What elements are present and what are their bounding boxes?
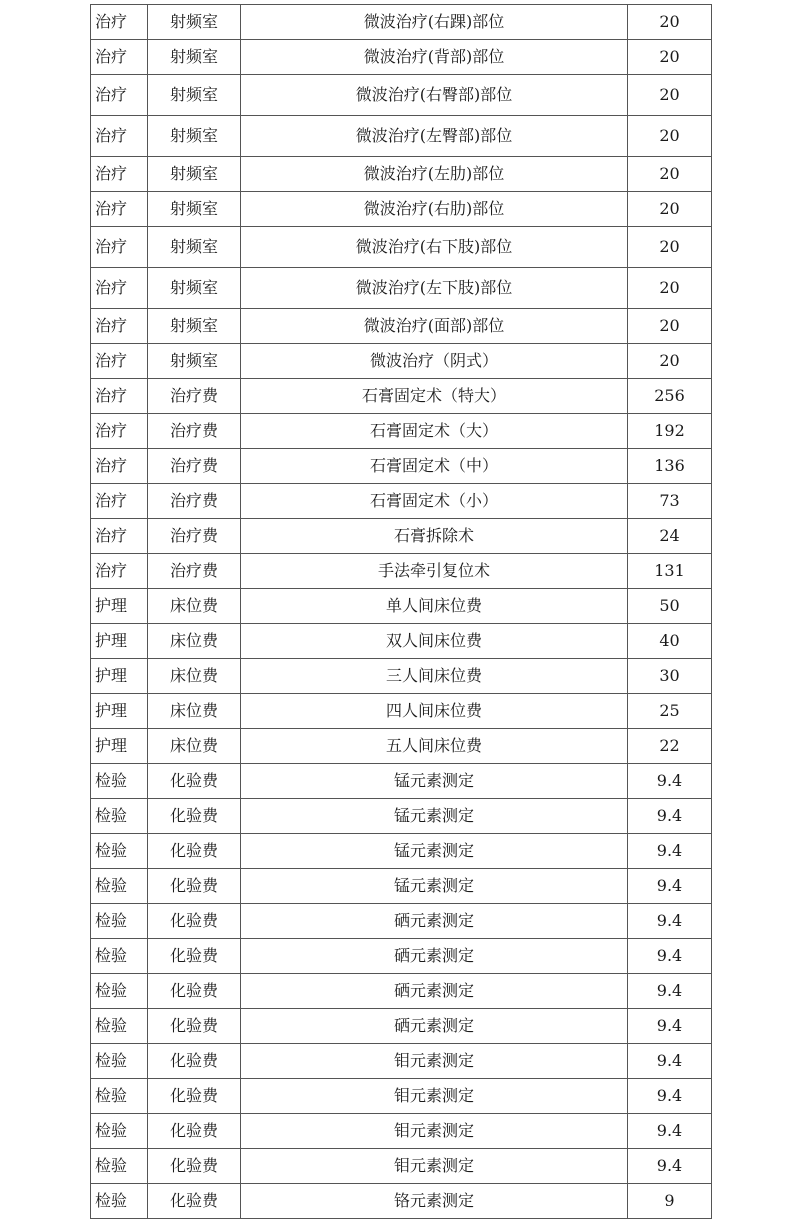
item-name-cell: 微波治疗(面部)部位 xyxy=(241,309,628,344)
item-name-cell: 四人间床位费 xyxy=(241,694,628,729)
price-cell: 9.4 xyxy=(628,1114,712,1149)
price-cell: 30 xyxy=(628,659,712,694)
category-cell: 治疗 xyxy=(91,75,148,116)
price-cell: 73 xyxy=(628,484,712,519)
price-cell: 9.4 xyxy=(628,764,712,799)
category-cell: 检验 xyxy=(91,974,148,1009)
category-cell: 治疗 xyxy=(91,414,148,449)
table-row xyxy=(91,764,712,799)
item-name-cell: 石膏拆除术 xyxy=(241,519,628,554)
category-cell: 检验 xyxy=(91,869,148,904)
item-name-cell: 微波治疗(右肋)部位 xyxy=(241,192,628,227)
item-name-cell: 石膏固定术（中） xyxy=(241,449,628,484)
item-name-cell: 微波治疗(左下肢)部位 xyxy=(241,268,628,309)
category-cell: 治疗 xyxy=(91,554,148,589)
price-cell: 256 xyxy=(628,379,712,414)
fee-table-body xyxy=(91,5,712,1219)
subcategory-cell: 射频室 xyxy=(148,157,241,192)
item-name-cell: 单人间床位费 xyxy=(241,589,628,624)
subcategory-cell: 床位费 xyxy=(148,729,241,764)
item-name-cell: 锰元素测定 xyxy=(241,764,628,799)
price-cell: 20 xyxy=(628,75,712,116)
price-cell: 40 xyxy=(628,624,712,659)
price-cell: 20 xyxy=(628,5,712,40)
price-cell: 20 xyxy=(628,157,712,192)
item-name-cell: 微波治疗（阴式） xyxy=(241,344,628,379)
category-cell: 检验 xyxy=(91,834,148,869)
subcategory-cell: 射频室 xyxy=(148,268,241,309)
price-cell: 192 xyxy=(628,414,712,449)
category-cell: 检验 xyxy=(91,1044,148,1079)
item-name-cell: 微波治疗(左肋)部位 xyxy=(241,157,628,192)
subcategory-cell: 治疗费 xyxy=(148,554,241,589)
table-row xyxy=(91,227,712,268)
item-name-cell: 微波治疗(左臀部)部位 xyxy=(241,116,628,157)
price-cell: 22 xyxy=(628,729,712,764)
price-cell: 20 xyxy=(628,40,712,75)
category-cell: 检验 xyxy=(91,799,148,834)
subcategory-cell: 射频室 xyxy=(148,344,241,379)
category-cell: 护理 xyxy=(91,694,148,729)
table-row xyxy=(91,834,712,869)
subcategory-cell: 化验费 xyxy=(148,799,241,834)
item-name-cell: 钼元素测定 xyxy=(241,1044,628,1079)
table-row xyxy=(91,974,712,1009)
price-cell: 9 xyxy=(628,1184,712,1219)
category-cell: 治疗 xyxy=(91,5,148,40)
category-cell: 检验 xyxy=(91,1184,148,1219)
subcategory-cell: 化验费 xyxy=(148,1114,241,1149)
price-cell: 24 xyxy=(628,519,712,554)
subcategory-cell: 治疗费 xyxy=(148,449,241,484)
table-row xyxy=(91,659,712,694)
price-cell: 9.4 xyxy=(628,869,712,904)
item-name-cell: 石膏固定术（大） xyxy=(241,414,628,449)
subcategory-cell: 化验费 xyxy=(148,904,241,939)
category-cell: 检验 xyxy=(91,904,148,939)
category-cell: 治疗 xyxy=(91,379,148,414)
subcategory-cell: 化验费 xyxy=(148,764,241,799)
table-row xyxy=(91,484,712,519)
table-row xyxy=(91,1184,712,1219)
category-cell: 护理 xyxy=(91,729,148,764)
price-cell: 25 xyxy=(628,694,712,729)
subcategory-cell: 射频室 xyxy=(148,75,241,116)
table-row xyxy=(91,157,712,192)
subcategory-cell: 床位费 xyxy=(148,694,241,729)
price-cell: 9.4 xyxy=(628,834,712,869)
table-row xyxy=(91,5,712,40)
table-row xyxy=(91,519,712,554)
subcategory-cell: 化验费 xyxy=(148,1009,241,1044)
subcategory-cell: 化验费 xyxy=(148,1079,241,1114)
price-cell: 9.4 xyxy=(628,1009,712,1044)
price-cell: 20 xyxy=(628,309,712,344)
price-cell: 9.4 xyxy=(628,1044,712,1079)
subcategory-cell: 化验费 xyxy=(148,939,241,974)
fee-table xyxy=(90,4,712,1219)
price-cell: 9.4 xyxy=(628,974,712,1009)
category-cell: 治疗 xyxy=(91,268,148,309)
item-name-cell: 钼元素测定 xyxy=(241,1079,628,1114)
item-name-cell: 手法牵引复位术 xyxy=(241,554,628,589)
item-name-cell: 钼元素测定 xyxy=(241,1149,628,1184)
table-row xyxy=(91,869,712,904)
price-cell: 131 xyxy=(628,554,712,589)
subcategory-cell: 治疗费 xyxy=(148,519,241,554)
item-name-cell: 锰元素测定 xyxy=(241,834,628,869)
category-cell: 治疗 xyxy=(91,40,148,75)
table-row xyxy=(91,268,712,309)
category-cell: 检验 xyxy=(91,764,148,799)
category-cell: 治疗 xyxy=(91,484,148,519)
subcategory-cell: 射频室 xyxy=(148,116,241,157)
table-row xyxy=(91,40,712,75)
price-cell: 20 xyxy=(628,192,712,227)
item-name-cell: 锰元素测定 xyxy=(241,799,628,834)
category-cell: 治疗 xyxy=(91,449,148,484)
item-name-cell: 硒元素测定 xyxy=(241,904,628,939)
category-cell: 检验 xyxy=(91,1009,148,1044)
subcategory-cell: 治疗费 xyxy=(148,414,241,449)
subcategory-cell: 治疗费 xyxy=(148,379,241,414)
category-cell: 检验 xyxy=(91,939,148,974)
table-row xyxy=(91,192,712,227)
subcategory-cell: 化验费 xyxy=(148,1184,241,1219)
subcategory-cell: 射频室 xyxy=(148,309,241,344)
subcategory-cell: 床位费 xyxy=(148,589,241,624)
subcategory-cell: 化验费 xyxy=(148,869,241,904)
table-row xyxy=(91,904,712,939)
category-cell: 检验 xyxy=(91,1114,148,1149)
item-name-cell: 三人间床位费 xyxy=(241,659,628,694)
subcategory-cell: 射频室 xyxy=(148,5,241,40)
table-row xyxy=(91,589,712,624)
table-row xyxy=(91,1114,712,1149)
table-row xyxy=(91,1079,712,1114)
item-name-cell: 微波治疗(背部)部位 xyxy=(241,40,628,75)
subcategory-cell: 化验费 xyxy=(148,1149,241,1184)
item-name-cell: 五人间床位费 xyxy=(241,729,628,764)
table-row xyxy=(91,694,712,729)
category-cell: 治疗 xyxy=(91,227,148,268)
category-cell: 治疗 xyxy=(91,192,148,227)
price-cell: 20 xyxy=(628,268,712,309)
price-cell: 50 xyxy=(628,589,712,624)
item-name-cell: 石膏固定术（小） xyxy=(241,484,628,519)
category-cell: 护理 xyxy=(91,589,148,624)
table-row xyxy=(91,1149,712,1184)
table-row xyxy=(91,414,712,449)
table-row xyxy=(91,554,712,589)
price-cell: 9.4 xyxy=(628,939,712,974)
subcategory-cell: 床位费 xyxy=(148,659,241,694)
price-cell: 136 xyxy=(628,449,712,484)
category-cell: 护理 xyxy=(91,659,148,694)
table-row xyxy=(91,624,712,659)
table-row xyxy=(91,939,712,974)
item-name-cell: 锰元素测定 xyxy=(241,869,628,904)
subcategory-cell: 化验费 xyxy=(148,1044,241,1079)
price-cell: 20 xyxy=(628,227,712,268)
category-cell: 检验 xyxy=(91,1079,148,1114)
item-name-cell: 铬元素测定 xyxy=(241,1184,628,1219)
table-row xyxy=(91,379,712,414)
item-name-cell: 微波治疗(右臀部)部位 xyxy=(241,75,628,116)
subcategory-cell: 床位费 xyxy=(148,624,241,659)
table-row xyxy=(91,344,712,379)
category-cell: 检验 xyxy=(91,1149,148,1184)
item-name-cell: 石膏固定术（特大） xyxy=(241,379,628,414)
table-row xyxy=(91,75,712,116)
table-row xyxy=(91,799,712,834)
subcategory-cell: 治疗费 xyxy=(148,484,241,519)
subcategory-cell: 射频室 xyxy=(148,40,241,75)
category-cell: 治疗 xyxy=(91,116,148,157)
table-row xyxy=(91,1009,712,1044)
category-cell: 护理 xyxy=(91,624,148,659)
table-row xyxy=(91,309,712,344)
price-cell: 20 xyxy=(628,344,712,379)
item-name-cell: 双人间床位费 xyxy=(241,624,628,659)
item-name-cell: 硒元素测定 xyxy=(241,974,628,1009)
table-row xyxy=(91,1044,712,1079)
category-cell: 治疗 xyxy=(91,519,148,554)
category-cell: 治疗 xyxy=(91,157,148,192)
item-name-cell: 硒元素测定 xyxy=(241,939,628,974)
table-row xyxy=(91,449,712,484)
item-name-cell: 硒元素测定 xyxy=(241,1009,628,1044)
table-row xyxy=(91,116,712,157)
subcategory-cell: 射频室 xyxy=(148,192,241,227)
category-cell: 治疗 xyxy=(91,309,148,344)
subcategory-cell: 射频室 xyxy=(148,227,241,268)
item-name-cell: 钼元素测定 xyxy=(241,1114,628,1149)
item-name-cell: 微波治疗(右下肢)部位 xyxy=(241,227,628,268)
price-cell: 9.4 xyxy=(628,1149,712,1184)
price-cell: 9.4 xyxy=(628,799,712,834)
item-name-cell: 微波治疗(右踝)部位 xyxy=(241,5,628,40)
table-row xyxy=(91,729,712,764)
subcategory-cell: 化验费 xyxy=(148,834,241,869)
price-cell: 9.4 xyxy=(628,904,712,939)
category-cell: 治疗 xyxy=(91,344,148,379)
price-cell: 20 xyxy=(628,116,712,157)
subcategory-cell: 化验费 xyxy=(148,974,241,1009)
price-cell: 9.4 xyxy=(628,1079,712,1114)
